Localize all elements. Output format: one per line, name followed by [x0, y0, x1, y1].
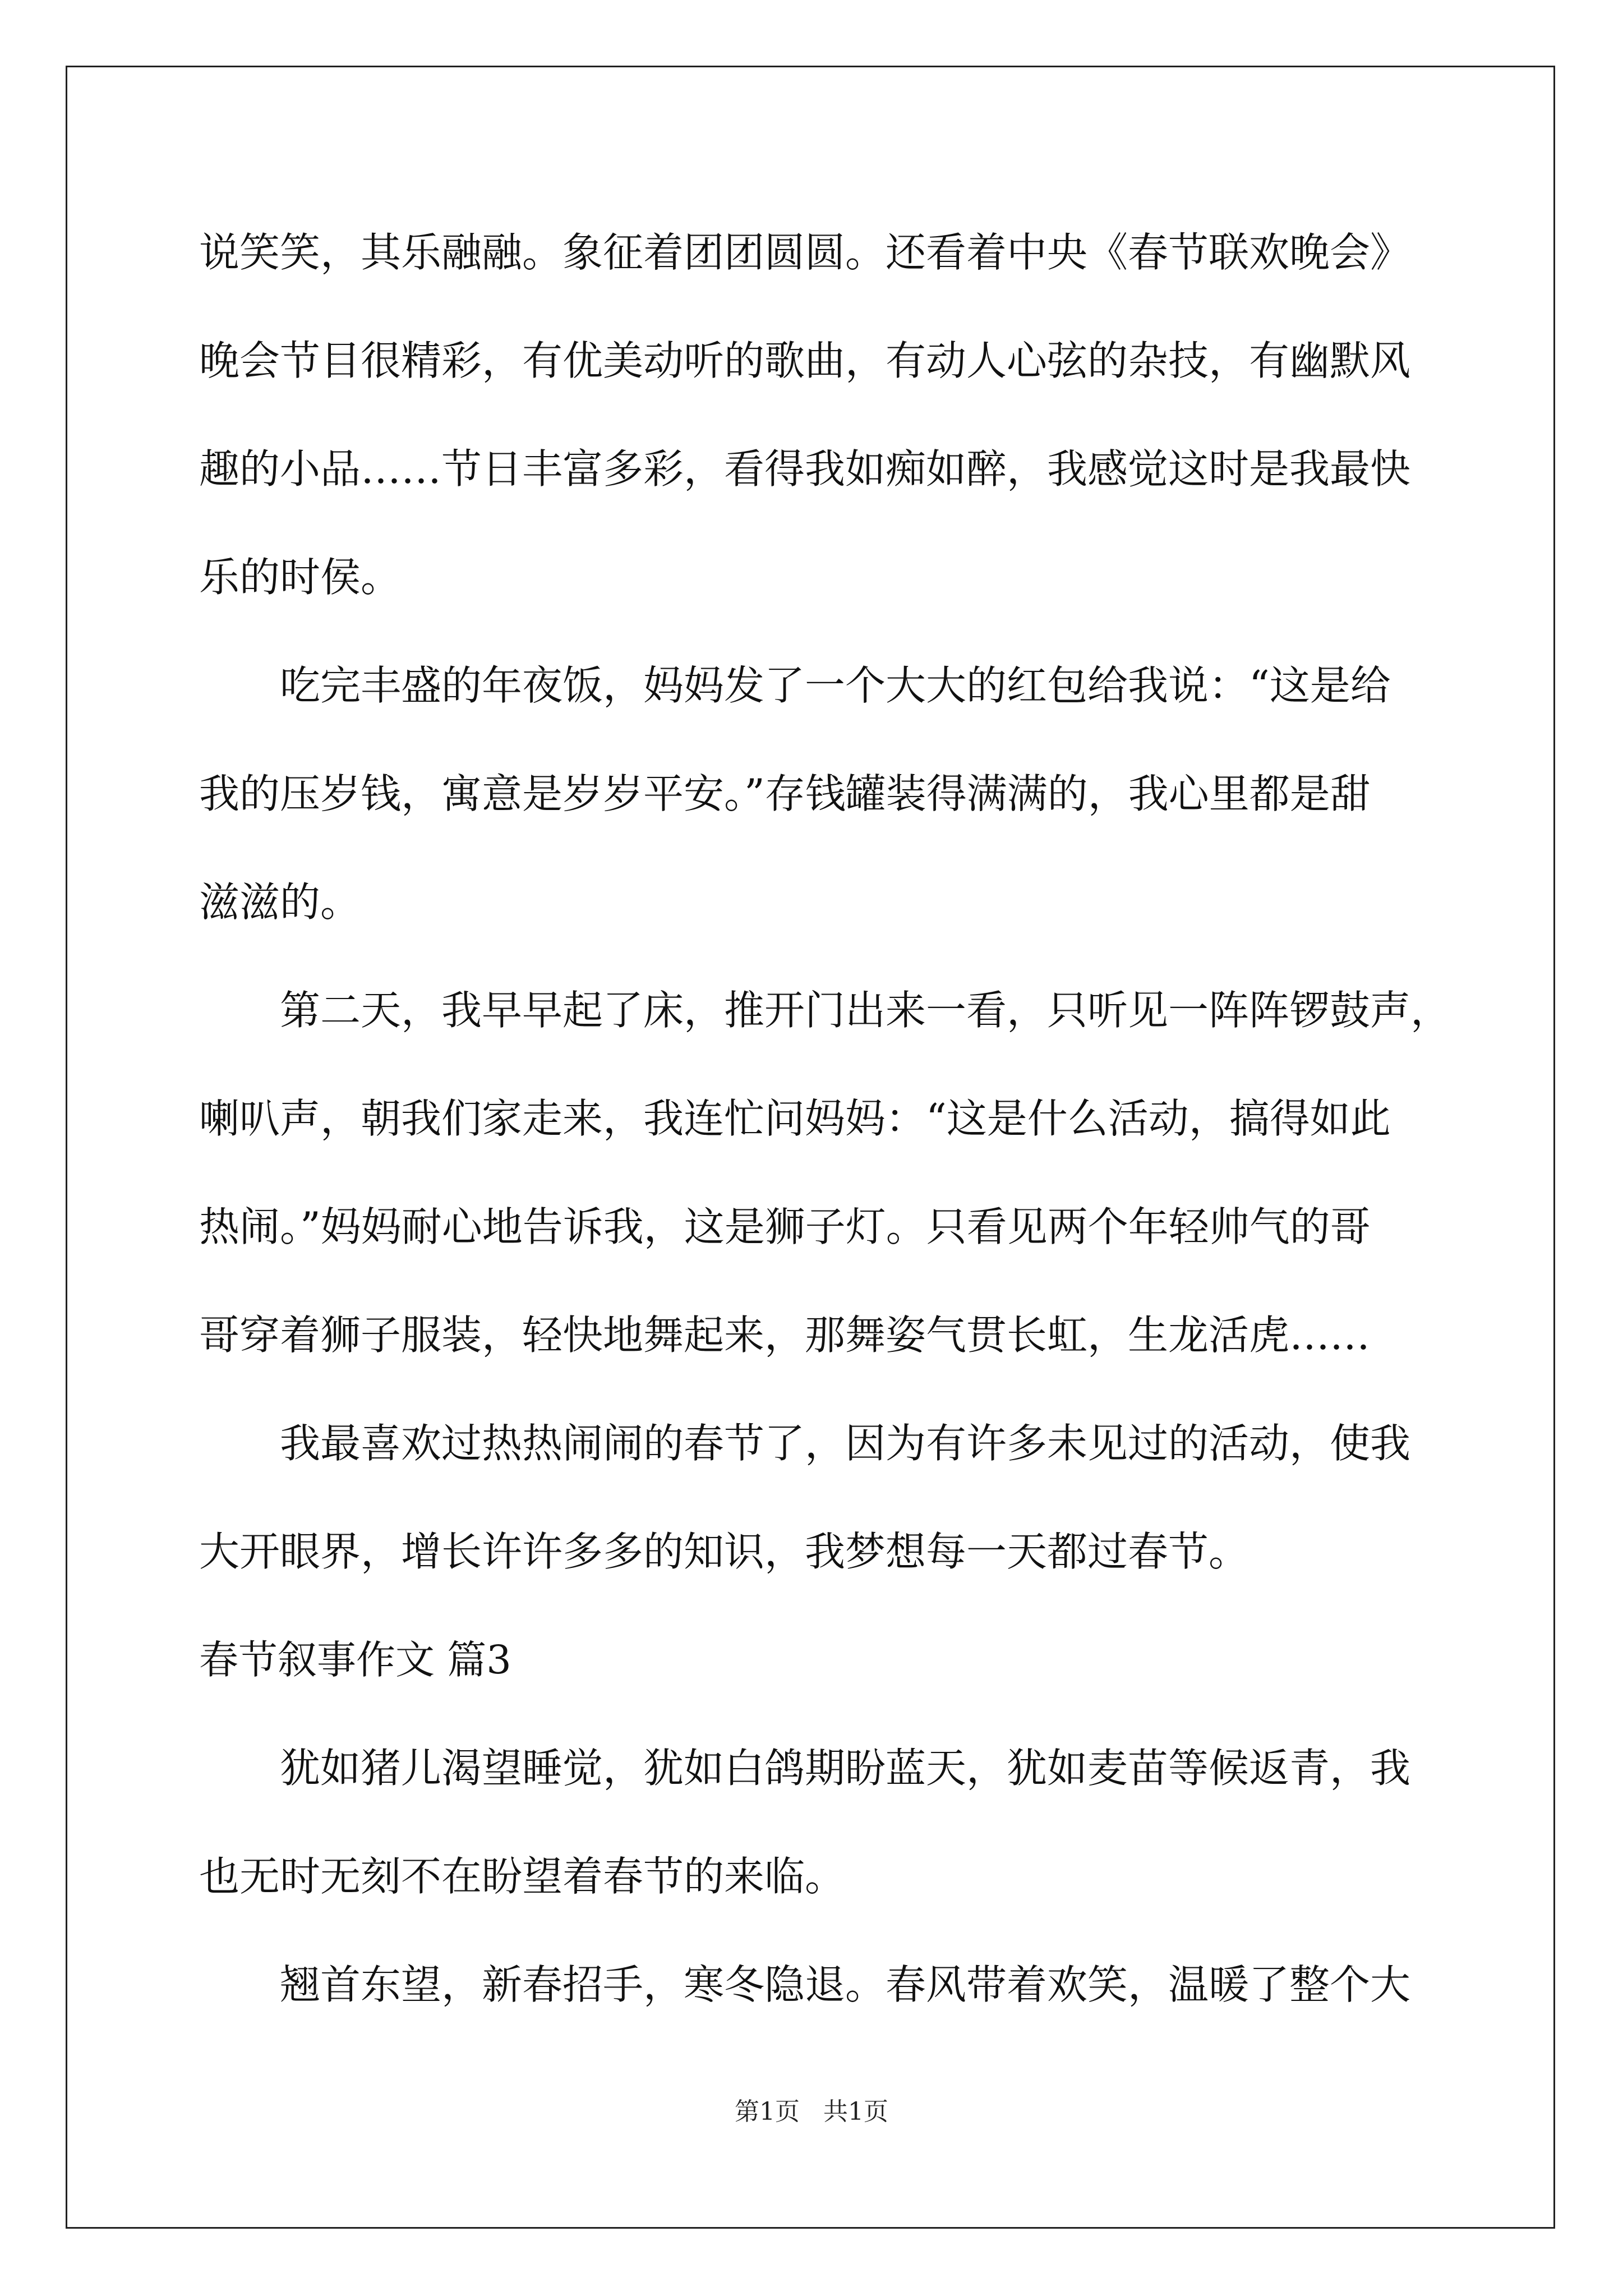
paragraph-first-line: 翘首东望，新春招手，寒冬隐退。春风带着欢笑，温暖了整个大: [280, 1961, 1411, 2008]
text-line: 大开眼界，增长许许多多的知识，我梦想每一天都过春节。: [199, 1528, 1249, 1575]
paragraph-first-line: 犹如猪儿渴望睡觉，犹如白鸽期盼蓝天，犹如麦苗等候返青，我: [280, 1745, 1411, 1792]
paragraph-first-line: 第二天，我早早起了床，推开门出来一看，只听见一阵阵锣鼓声，: [280, 987, 1451, 1034]
text-line: 热闹。”妈妈耐心地告诉我，这是狮子灯。只看见两个年轻帅气的哥: [199, 1203, 1371, 1250]
text-line: 乐的时侯。: [199, 554, 402, 601]
text-line: 我的压岁钱，寓意是岁岁平安。”存钱罐装得满满的，我心里都是甜: [199, 770, 1371, 817]
text-line: 趣的小品……节日丰富多彩，看得我如痴如醉，我感觉这时是我最快: [199, 445, 1411, 493]
page-total: 共1页: [823, 2097, 888, 2126]
paragraph-first-line: 我最喜欢过热热闹闹的春节了，因为有许多未见过的活动，使我: [280, 1420, 1411, 1467]
text-line: 喇叭声，朝我们家走来，我连忙问妈妈：“这是什么活动，搞得如此: [199, 1095, 1391, 1142]
text-line: 滋滋的。: [199, 878, 361, 926]
text-line: 晚会节目很精彩，有优美动听的歌曲，有动人心弦的杂技，有幽默风: [199, 337, 1411, 384]
paragraph-first-line: 吃完丰盛的年夜饭，妈妈发了一个大大的红包给我说：“这是给: [280, 662, 1391, 709]
page-footer: [0, 2092, 1623, 2132]
text-line: 也无时无刻不在盼望着春节的来临。: [199, 1853, 846, 1900]
section-heading: 春节叙事作文 篇3: [199, 1637, 511, 1683]
text-line: 哥穿着狮子服装，轻快地舞起来，那舞姿气贯长虹，生龙活虎……: [199, 1312, 1371, 1359]
page-number: 第1页: [735, 2097, 800, 2126]
text-line: 说笑笑，其乐融融。象征着团团圆圆。还看着中央《春节联欢晚会》: [199, 229, 1411, 276]
